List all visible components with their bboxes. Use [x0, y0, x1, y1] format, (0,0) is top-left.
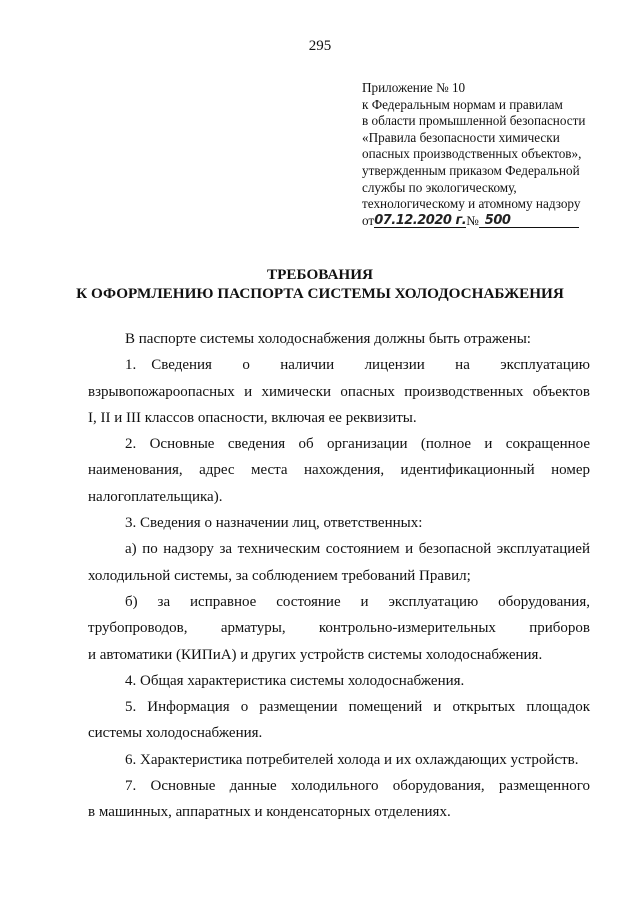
item-2-line: 2. Основные сведения об организации (полное и сокращенное [125, 436, 590, 453]
appendix-line: к Федеральным нормам и правилам [362, 96, 563, 112]
item-3b-line: и автоматики (КИПиА) и других устройств системы холодоснабжения. [88, 646, 543, 663]
item-2-line: наименования, адрес места нахождения, идентификационный номер [88, 462, 590, 479]
intro-paragraph: В паспорте системы холодоснабжения должны быть отражены: [125, 331, 531, 347]
appendix-line: технологическому и атомному надзору [362, 196, 581, 212]
title-line-2: К ОФОРМЛЕНИЮ ПАСПОРТА СИСТЕМЫ ХОЛОДОСНАБЖЕНИЯ [76, 285, 564, 302]
order-date: 07.12.2020 г. [374, 212, 467, 228]
order-number: 500 [484, 212, 511, 228]
item-5-line: системы холодоснабжения. [88, 725, 263, 742]
order-date-field [374, 213, 466, 228]
item-1-line: 1. Сведения о наличии лицензии на эксплуатацию [125, 357, 590, 374]
appendix-line: опасных производственных объектов», [362, 146, 582, 162]
title-line-1: ТРЕБОВАНИЯ [266, 266, 374, 283]
item-3b-line: трубопроводов, арматуры, контрольно-измерительных приборов [88, 620, 590, 637]
order-number-field [479, 213, 579, 228]
order-prefix: от [362, 212, 375, 228]
item-1-line: I, II и III классов опасности, включая ее реквизиты. [88, 409, 417, 426]
appendix-line: утвержденным приказом Федеральной [362, 162, 580, 178]
item-2-line: налогоплательщика). [88, 488, 223, 505]
appendix-line: Приложение № 10 [362, 80, 466, 95]
appendix-header [362, 80, 632, 229]
item-7-line: в машинных, аппаратных и конденсаторных отделениях. [88, 804, 451, 821]
item-7-line: 7. Основные данные холодильного оборудования, размещенного [125, 778, 590, 795]
item-3a-line: а) по надзору за техническим состоянием и безопасной эксплуатацией [125, 541, 590, 558]
item-6-line: 6. Характеристика потребителей холода и их охлаждающих устройств. [125, 751, 579, 768]
item-1-line: взрывопожароопасных и химически опасных производственных объектов [88, 383, 590, 400]
item-3b-line: б) за исправное состояние и эксплуатацию оборудования, [125, 593, 590, 610]
item-4-line: 4. Общая характеристика системы холодоснабжения. [125, 672, 465, 689]
document-title [0, 265, 640, 303]
appendix-line: «Правила безопасности химически [362, 129, 560, 145]
item-5-line: 5. Информация о размещении помещений и открытых площадок [125, 699, 590, 716]
appendix-line: службы по экологическому, [362, 179, 517, 195]
appendix-line: в области промышленной безопасности [362, 113, 586, 129]
document-body [88, 326, 590, 826]
order-reference [362, 213, 632, 230]
item-3-line: 3. Сведения о назначении лиц, ответственных: [125, 515, 423, 532]
order-number-label: № [466, 212, 479, 228]
page-number: 295 [308, 38, 332, 54]
item-3a-line: холодильной системы, за соблюдением требований Правил; [88, 567, 471, 584]
